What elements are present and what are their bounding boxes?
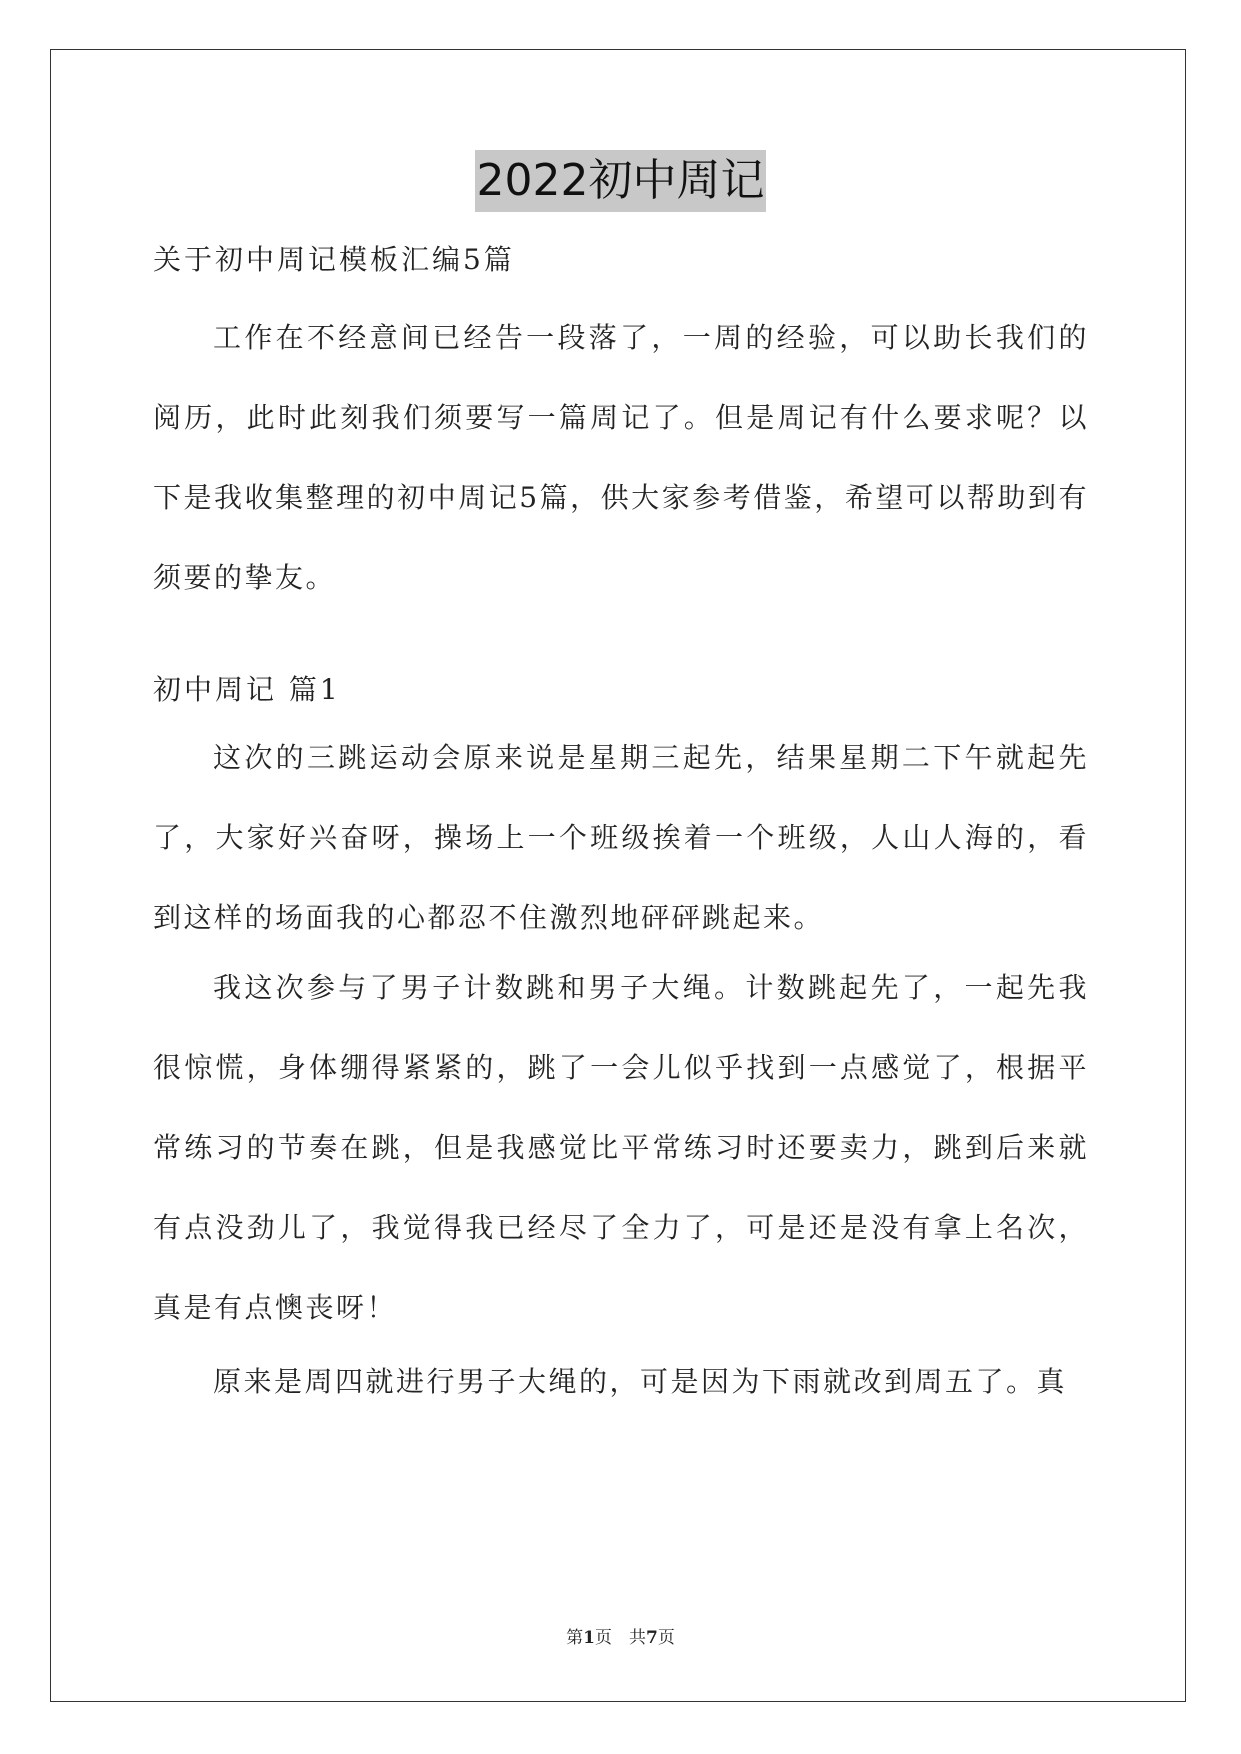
intro-paragraph: 工作在不经意间已经告一段落了，一周的经验，可以助长我们的阅历，此时此刻我们须要写一篇周记了。但是周记有什么要求呢？以下是我收集整理的初中周记5篇，供大家参考借鉴，希望可以帮助到有须要的挚友。: [153, 321, 1089, 594]
title-wrap: [0, 150, 1241, 212]
document-subtitle: 关于初中周记模板汇编5篇: [153, 243, 515, 276]
body-paragraph: 这次的三跳运动会原来说是星期三起先，结果星期二下午就起先了，大家好兴奋呀，操场上一个班级挨着一个班级，人山人海的，看到这样的场面我的心都忍不住激烈地砰砰跳起来。: [153, 741, 1089, 934]
body-paragraph: 我这次参与了男子计数跳和男子大绳。计数跳起先了，一起先我很惊慌，身体绷得紧紧的，跳了一会儿似乎找到一点感觉了，根据平常练习的节奏在跳，但是我感觉比平常练习时还要卖力，跳到后来就有点没劲儿了，我觉得我已经尽了全力了，可是还是没有拿上名次，真是有点懊丧呀！: [153, 971, 1089, 1324]
footer-suffix: 页: [657, 1628, 675, 1648]
document-title: 2022初中周记: [475, 150, 767, 212]
footer-mid: 页 共: [595, 1628, 646, 1648]
footer-total-pages: 7: [646, 1628, 658, 1648]
section-heading: 初中周记 篇1: [153, 673, 341, 706]
footer-prefix: 第: [566, 1628, 584, 1648]
body-paragraph: 原来是周四就进行男子大绳的，可是因为下雨就改到周五了。真: [213, 1365, 1068, 1398]
page-footer: [0, 1623, 1241, 1648]
footer-page-number: 1: [583, 1628, 595, 1648]
